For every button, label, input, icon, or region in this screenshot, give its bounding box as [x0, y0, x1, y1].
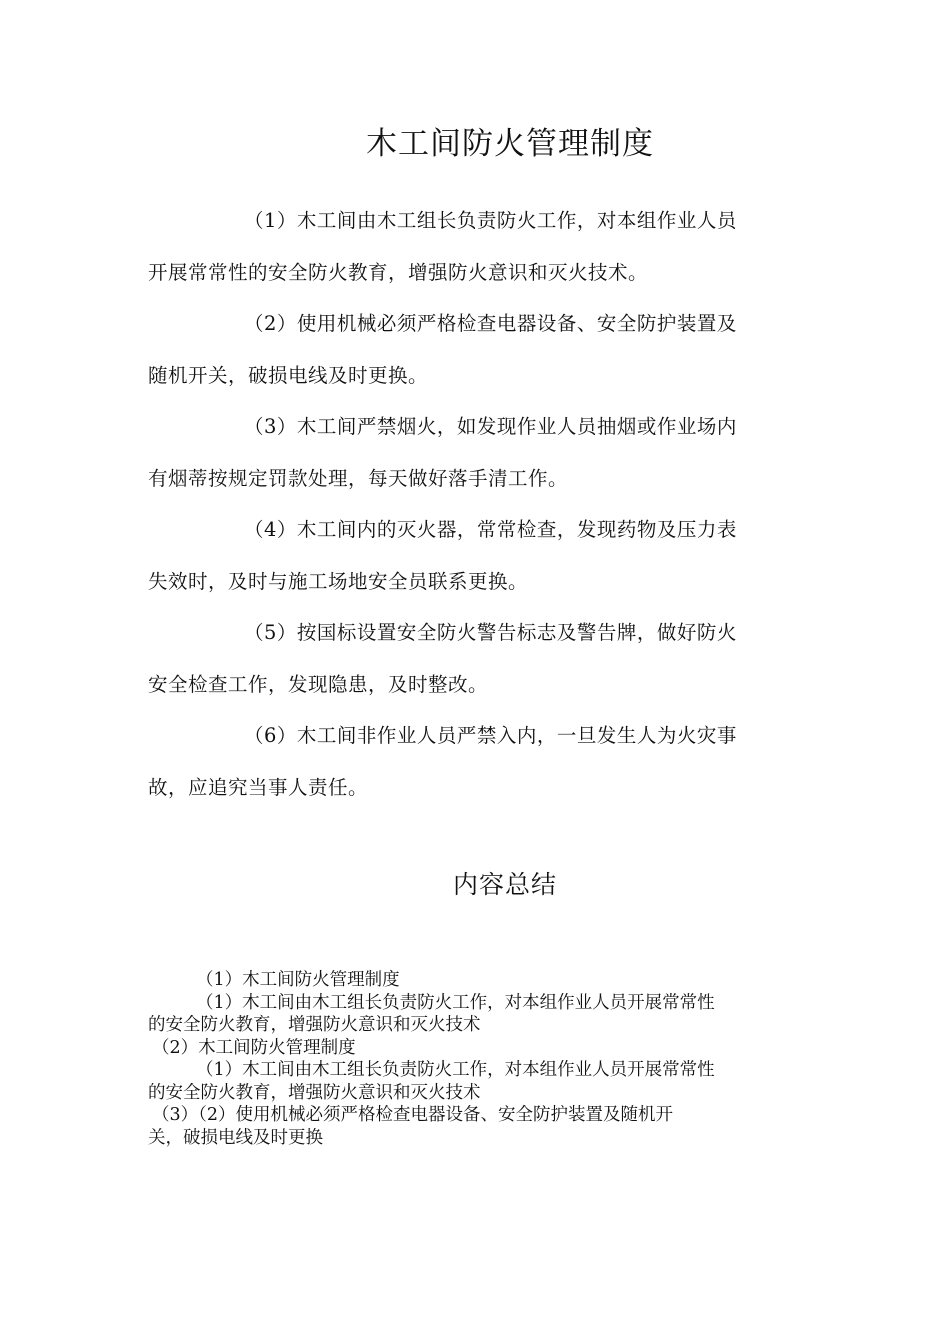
rules-list: [148, 195, 798, 813]
summary-line: （3）（2）使用机械必须严格检查电器设备、安全防护装置及随机开: [152, 1105, 674, 1125]
rule-line: 安全检查工作，发现隐患，及时整改。: [148, 672, 489, 696]
rule-item: [148, 298, 798, 401]
rule-line: 随机开关，破损电线及时更换。: [148, 363, 429, 387]
summary-line: 的安全防火教育，增强防火意识和灭火技术: [148, 1082, 481, 1103]
summary-line: 的安全防火教育，增强防火意识和灭火技术: [148, 1015, 481, 1035]
rule-line: 有烟蒂按规定罚款处理，每天做好落手清工作。: [148, 466, 569, 490]
summary-line: （1）木工间由木工组长负责防火工作，对本组作业人员开展常常性: [196, 1060, 715, 1080]
rule-line: （6）木工间非作业人员严禁入内，一旦发生人为火灾事: [244, 724, 737, 747]
rule-item: [148, 401, 798, 504]
rule-item: [148, 607, 798, 710]
document-title: 木工间防火管理制度: [366, 126, 654, 162]
summary-line: 关，破损电线及时更换: [148, 1127, 323, 1148]
summary-body: [148, 969, 818, 1149]
rule-line: （1）木工间由木工组长负责防火工作，对本组作业人员: [244, 209, 737, 232]
summary-line: （2）木工间防火管理制度: [152, 1037, 356, 1058]
rule-item: [148, 710, 798, 813]
rule-line: （3）木工间严禁烟火，如发现作业人员抽烟或作业场内: [244, 415, 737, 438]
rule-line: 开展常常性的安全防火教育，增强防火意识和灭火技术。: [148, 260, 649, 284]
rule-line: 失效时，及时与施工场地安全员联系更换。: [148, 569, 529, 593]
rule-line: 故，应追究当事人责任。: [148, 775, 369, 799]
rule-item: [148, 195, 798, 298]
summary-line: （1）木工间防火管理制度: [196, 970, 400, 990]
summary-title: 内容总结: [452, 870, 557, 899]
summary-line: （1）木工间由木工组长负责防火工作，对本组作业人员开展常常性: [196, 992, 715, 1013]
rule-line: （4）木工间内的灭火器，常常检查，发现药物及压力表: [244, 518, 737, 541]
rule-item: [148, 504, 798, 607]
rule-line: （5）按国标设置安全防火警告标志及警告牌，做好防火: [244, 621, 737, 644]
rule-line: （2）使用机械必须严格检查电器设备、安全防护装置及: [244, 312, 737, 335]
